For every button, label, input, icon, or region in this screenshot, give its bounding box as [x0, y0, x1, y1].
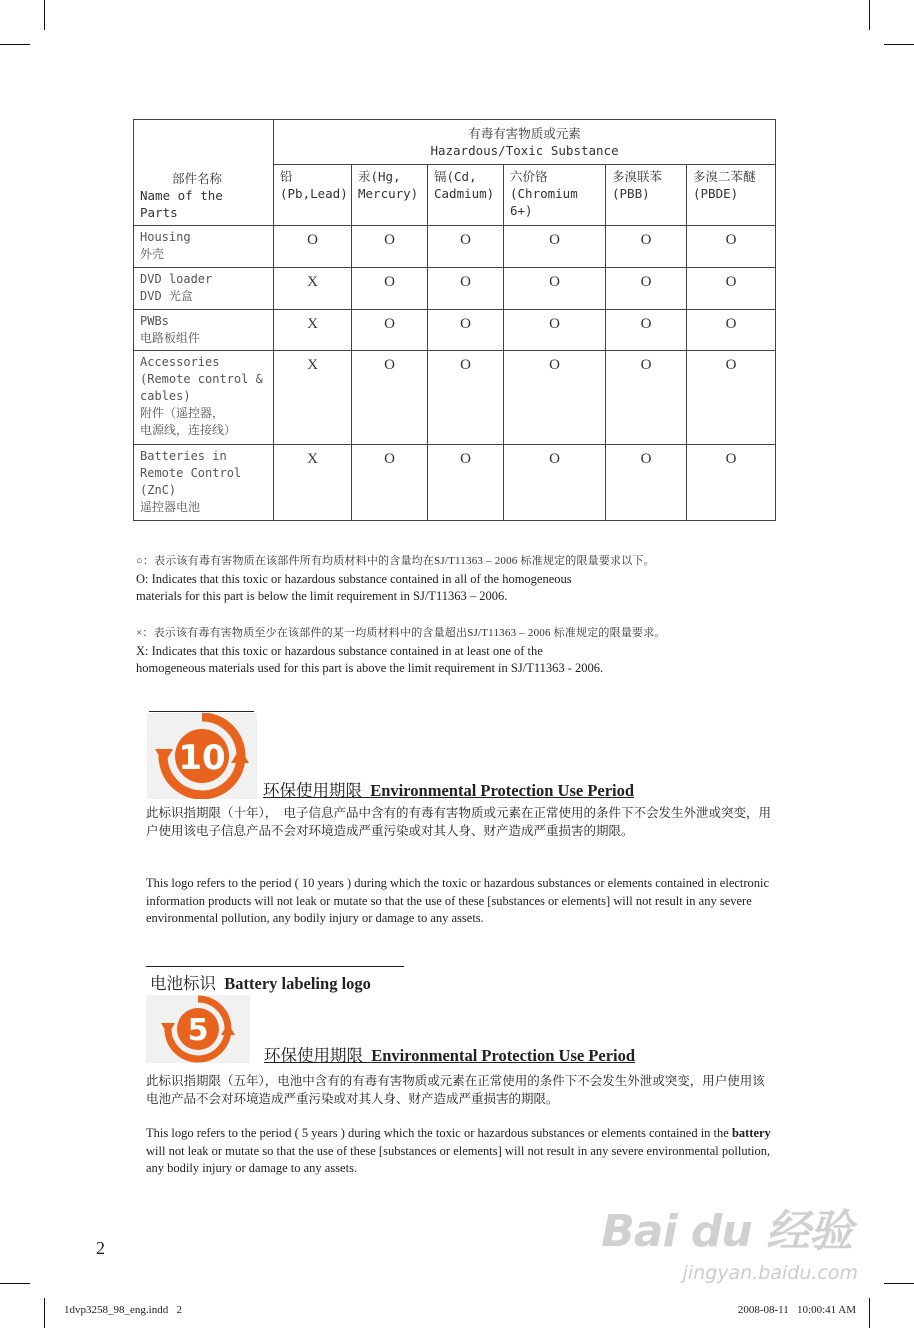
o-note-en-line2: materials for this part is below the limit requirement in SJ/T11363 – 2006.	[136, 589, 508, 603]
section1-heading-zh: 环保使用期限	[263, 781, 362, 800]
part-name: Accessories (Remote control & cables) 附件（遥控器， 电源线，连接线）	[134, 351, 274, 445]
environmental-10-year-logo	[147, 713, 257, 799]
mark-cell: O	[687, 351, 776, 445]
o-note	[136, 553, 796, 606]
section2-paragraph-en-start: This logo refers to the period ( 5 years ) during which the toxic or hazardous substances or elements contained in the	[146, 1126, 732, 1140]
mark-cell: O	[428, 310, 504, 351]
page-number: 2	[96, 1238, 105, 1258]
table-row	[134, 268, 776, 310]
section2-heading-zh: 环保使用期限	[264, 1046, 363, 1065]
mark-cell: O	[504, 351, 606, 445]
hazardous-substance-table	[133, 119, 776, 521]
section2-paragraph-zh: 此标识指期限（五年），电池中含有的有毒有害物质或元素在正常使用的条件下不会发生外泄或突变，用户使用该电池产品不会对环境造成严重污染或对其人身、财产造成严重损害的期限。	[146, 1074, 765, 1106]
mark-cell: O	[274, 226, 352, 268]
column-header-chromium	[504, 165, 606, 226]
mark-cell: O	[606, 268, 687, 310]
group-header-en: Hazardous/Toxic Substance	[430, 143, 619, 158]
column-header-en: (Pb,Lead)	[280, 186, 348, 201]
mark-cell: O	[606, 445, 687, 521]
column-header-pbde	[687, 165, 776, 226]
column-header-zh: 镉(Cd,	[434, 169, 477, 184]
footer-filename: 1dvp3258_98_eng.indd 2	[64, 1304, 182, 1316]
parts-header-zh: 部件名称	[172, 170, 223, 186]
section1-paragraph-en: This logo refers to the period ( 10 years ) during which the toxic or hazardous substances or elements contained in electronic information products will not leak or mutate so that the use of these [substances or elements] will not result in any severe environmental pollution, any bodily injury or damage to any assets.	[146, 876, 770, 925]
column-header-en: Cadmium)	[434, 186, 495, 201]
mark-cell: O	[504, 445, 606, 521]
column-header-pbb	[606, 165, 687, 226]
section1-heading-en: Environmental Protection Use Period	[370, 781, 635, 800]
section2-rule	[146, 966, 404, 967]
column-header-lead	[274, 165, 352, 226]
crop-mark	[44, 0, 45, 30]
baidu-watermark: Bai du 经验	[601, 1206, 852, 1257]
mark-cell: X	[274, 351, 352, 445]
column-header-zh: 六价铬	[510, 169, 548, 184]
section2-paragraph-en	[146, 1125, 776, 1178]
x-note-en-line1: X: Indicates that this toxic or hazardous substance contained in at least one of the	[136, 643, 543, 658]
part-name: DVD loader DVD 光盒	[134, 268, 274, 310]
substance-group-header	[274, 120, 776, 165]
section1-rule	[149, 711, 254, 712]
mark-cell: O	[687, 268, 776, 310]
table-row	[134, 226, 776, 268]
column-header-zh: 多溴二苯醚	[693, 169, 756, 184]
section2-paragraph-en-end: will not leak or mutate so that the use of these [substances or elements] will not result in any severe environmental pollution, any bodily injury or damage to any assets.	[146, 1143, 771, 1175]
battery-bold-word: battery	[731, 1126, 771, 1140]
mark-cell: X	[274, 310, 352, 351]
x-note-zh: ×：表示该有毒有害物质至少在该部件的某一均质材料中的含量超出SJ/T11363 – 2006 标准规定的限量要求。	[136, 627, 666, 639]
crop-mark	[869, 1298, 870, 1328]
x-note	[136, 625, 796, 678]
logo-number: 5	[187, 1013, 209, 1048]
mark-cell: O	[352, 445, 428, 521]
mark-cell: X	[274, 445, 352, 521]
battery-title	[150, 970, 371, 994]
mark-cell: O	[428, 268, 504, 310]
mark-cell: O	[504, 268, 606, 310]
parts-header	[134, 120, 274, 226]
baidu-watermark-url: jingyan.baidu.com	[682, 1262, 858, 1284]
crop-mark	[869, 0, 870, 30]
mark-cell: O	[352, 310, 428, 351]
footer-timestamp: 2008-08-11 10:00:41 AM	[737, 1304, 856, 1316]
section1-heading	[263, 777, 634, 801]
battery-title-zh: 电池标识	[150, 974, 216, 993]
section2-heading-en: Environmental Protection Use Period	[371, 1046, 636, 1065]
mark-cell: O	[504, 310, 606, 351]
part-name: Batteries in Remote Control (ZnC) 遥控器电池	[134, 445, 274, 521]
table-row	[134, 351, 776, 445]
table-row	[134, 310, 776, 351]
x-note-en-line2: homogeneous materials used for this part is above the limit requirement in SJ/T11363 - 2006.	[136, 661, 604, 675]
column-header-en: Mercury)	[358, 186, 419, 201]
parts-header-en: Name of the Parts	[140, 187, 223, 220]
logo-number: 10	[178, 738, 226, 778]
o-note-zh: ○：表示该有毒有害物质在该部件所有均质材料中的含量均在SJ/T11363 – 2006 标准规定的限量要求以下。	[136, 555, 655, 567]
crop-mark	[884, 1283, 914, 1284]
mark-cell: O	[687, 445, 776, 521]
mark-cell: O	[504, 226, 606, 268]
column-header-en: (PBB)	[612, 186, 650, 201]
mark-cell: O	[352, 226, 428, 268]
mark-cell: O	[428, 445, 504, 521]
column-header-en: (PBDE)	[693, 186, 739, 201]
group-header-zh: 有毒有害物质或元素	[468, 126, 581, 141]
section1-paragraph-zh: 此标识指期限（十年）， 电子信息产品中含有的有毒有害物质或元素在正常使用的条件下不会发生外泄或突变，用户使用该电子信息产品不会对环境造成严重污染或对其人身、财产造成严重损害的期限。	[146, 806, 772, 838]
column-header-zh: 铅	[280, 169, 293, 184]
crop-mark	[44, 1298, 45, 1328]
mark-cell: O	[428, 351, 504, 445]
crop-mark	[0, 1283, 30, 1284]
mark-cell: O	[687, 310, 776, 351]
environmental-5-year-logo	[146, 995, 250, 1063]
column-header-zh: 汞(Hg,	[358, 169, 401, 184]
mark-cell: O	[352, 351, 428, 445]
column-header-zh: 多溴联苯	[612, 169, 663, 184]
battery-title-en: Battery labeling logo	[224, 974, 371, 993]
o-note-en-line1: O: Indicates that this toxic or hazardous substance contained in all of the homogeneous	[136, 571, 572, 586]
mark-cell: O	[428, 226, 504, 268]
column-header-en: (Chromium 6+)	[510, 186, 578, 218]
column-header-cadmium	[428, 165, 504, 226]
part-name: PWBs 电路板组件	[134, 310, 274, 351]
section2-heading	[264, 1042, 635, 1066]
mark-cell: O	[606, 310, 687, 351]
crop-mark	[0, 44, 30, 45]
part-name: Housing 外壳	[134, 226, 274, 268]
crop-mark	[884, 44, 914, 45]
table-row	[134, 445, 776, 521]
mark-cell: O	[606, 351, 687, 445]
mark-cell: O	[352, 268, 428, 310]
mark-cell: X	[274, 268, 352, 310]
column-header-mercury	[352, 165, 428, 226]
mark-cell: O	[606, 226, 687, 268]
mark-cell: O	[687, 226, 776, 268]
